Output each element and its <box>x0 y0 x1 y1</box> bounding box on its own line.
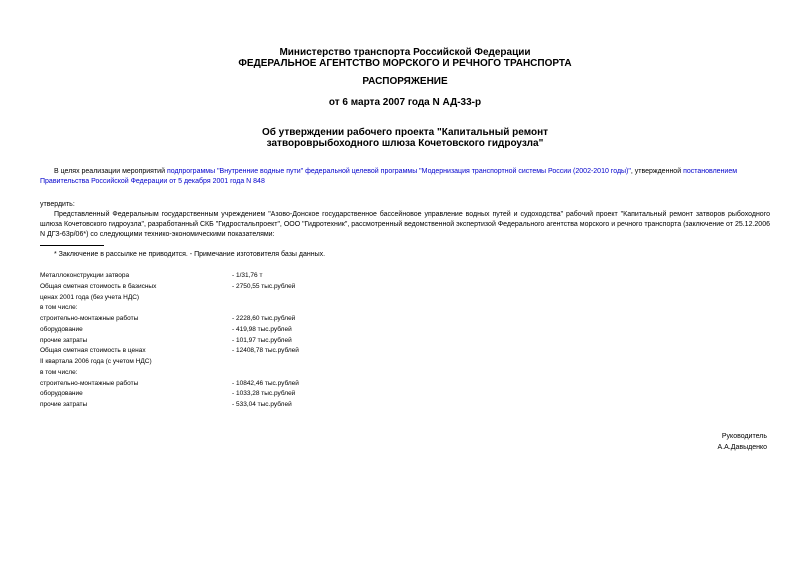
metric-value: - 1/31,76 т <box>232 272 263 279</box>
metric-label: ценах 2001 года (без учета НДС) <box>40 293 140 301</box>
metric-row <box>40 357 440 368</box>
metric-row <box>40 293 440 304</box>
metric-label: прочие затраты <box>40 336 88 344</box>
metric-row <box>40 379 440 390</box>
metric-label: прочие затраты <box>40 401 88 408</box>
metric-label: в том числе: <box>40 304 78 312</box>
metric-label: оборудование <box>40 390 83 398</box>
approval-body-paragraph: Представленный Федеральным государственным учреждением "Азово-Донское государственное бассейновое управление водных путей и судоходства" рабочий проект "Капитальный ремонт затворов рыбоходного шлюза Кочетовского гидроузла", разработанный СКБ "Гидростальпроект", ООО "Гидротехник", рассмотренный ведомственной экспертизой Федерального агентства морского и речного транспорта (заключение от 25.12.2006 N ДГЗ-63р/06*) со следующими технико-экономическими показателями: <box>40 211 770 238</box>
subprogram-link[interactable]: подпрограммы "Внутренние водные пути" федеральной целевой программы "Модернизация транспортной системы России (2002-2010 годы)" <box>166 168 631 175</box>
preamble-paragraph <box>40 167 770 187</box>
metric-label: оборудование <box>40 325 83 333</box>
metric-label: Общая сметная стоимость в базисных <box>40 282 157 290</box>
preamble-text-2: , утвержденной <box>630 168 684 175</box>
metric-value: - 2750,55 тыс.рублей <box>232 282 296 290</box>
metric-row <box>40 336 440 347</box>
document-date-number: от 6 марта 2007 года N АД-33-р <box>328 97 482 108</box>
signature-block <box>718 431 768 453</box>
metric-row <box>40 325 440 336</box>
metric-row <box>40 282 440 293</box>
preamble-text-1: В целях реализации мероприятий <box>54 168 167 175</box>
metric-label: II квартала 2006 года (с учетом НДС) <box>40 358 152 365</box>
metric-label: строительно-монтажные работы <box>40 315 139 322</box>
footnote-divider <box>40 245 104 246</box>
metric-label: Общая сметная стоимость в ценах <box>40 347 146 355</box>
metric-value: - 12408,78 тыс.рублей <box>232 347 299 355</box>
signatory-name: А.А.Давыденко <box>717 444 767 451</box>
metric-row <box>40 346 440 357</box>
metric-value: - 1033,28 тыс.рублей <box>232 390 296 398</box>
metric-label: Металлоконструкции затвора <box>40 272 130 279</box>
metric-label: строительно-монтажные работы <box>40 379 139 387</box>
document-type: РАСПОРЯЖЕНИЕ <box>362 76 448 87</box>
ministry-name: Министерство транспорта Российской Федерации <box>279 47 531 58</box>
document-title-line-2: затвороврыбоходного шлюза Кочетовского гидроузла" <box>266 138 544 149</box>
metric-row <box>40 368 440 379</box>
footnote-text: * Заключение в рассылке не приводится. - Примечание изготовителя базы данных. <box>54 251 326 258</box>
signatory-position: Руководитель <box>721 433 767 440</box>
metric-value: - 10842,46 тыс.рублей <box>232 379 299 387</box>
approve-label: утвердить: <box>40 201 75 208</box>
technical-economic-indicators <box>40 271 440 411</box>
metric-value: - 101,97 тыс.рублей <box>232 336 292 344</box>
agency-name: ФЕДЕРАЛЬНОЕ АГЕНТСТВО МОРСКОГО И РЕЧНОГО ТРАНСПОРТА <box>238 58 572 69</box>
metric-row <box>40 400 440 411</box>
metric-row <box>40 271 440 282</box>
document-title-line-1: Об утверждении рабочего проекта "Капитальный ремонт <box>261 127 549 138</box>
metric-row <box>40 389 440 400</box>
metric-row <box>40 314 440 325</box>
metric-label: в том числе: <box>40 368 78 376</box>
metric-value: - 533,04 тыс.рублей <box>232 401 292 408</box>
metric-row <box>40 303 440 314</box>
metric-value: - 2228,60 тыс.рублей <box>232 315 296 322</box>
metric-value: - 419,98 тыс.рублей <box>232 325 292 333</box>
government-decree-link[interactable]: постановлением Правительства Российской Федерации от 5 декабря 2001 года N 848 <box>40 168 738 185</box>
